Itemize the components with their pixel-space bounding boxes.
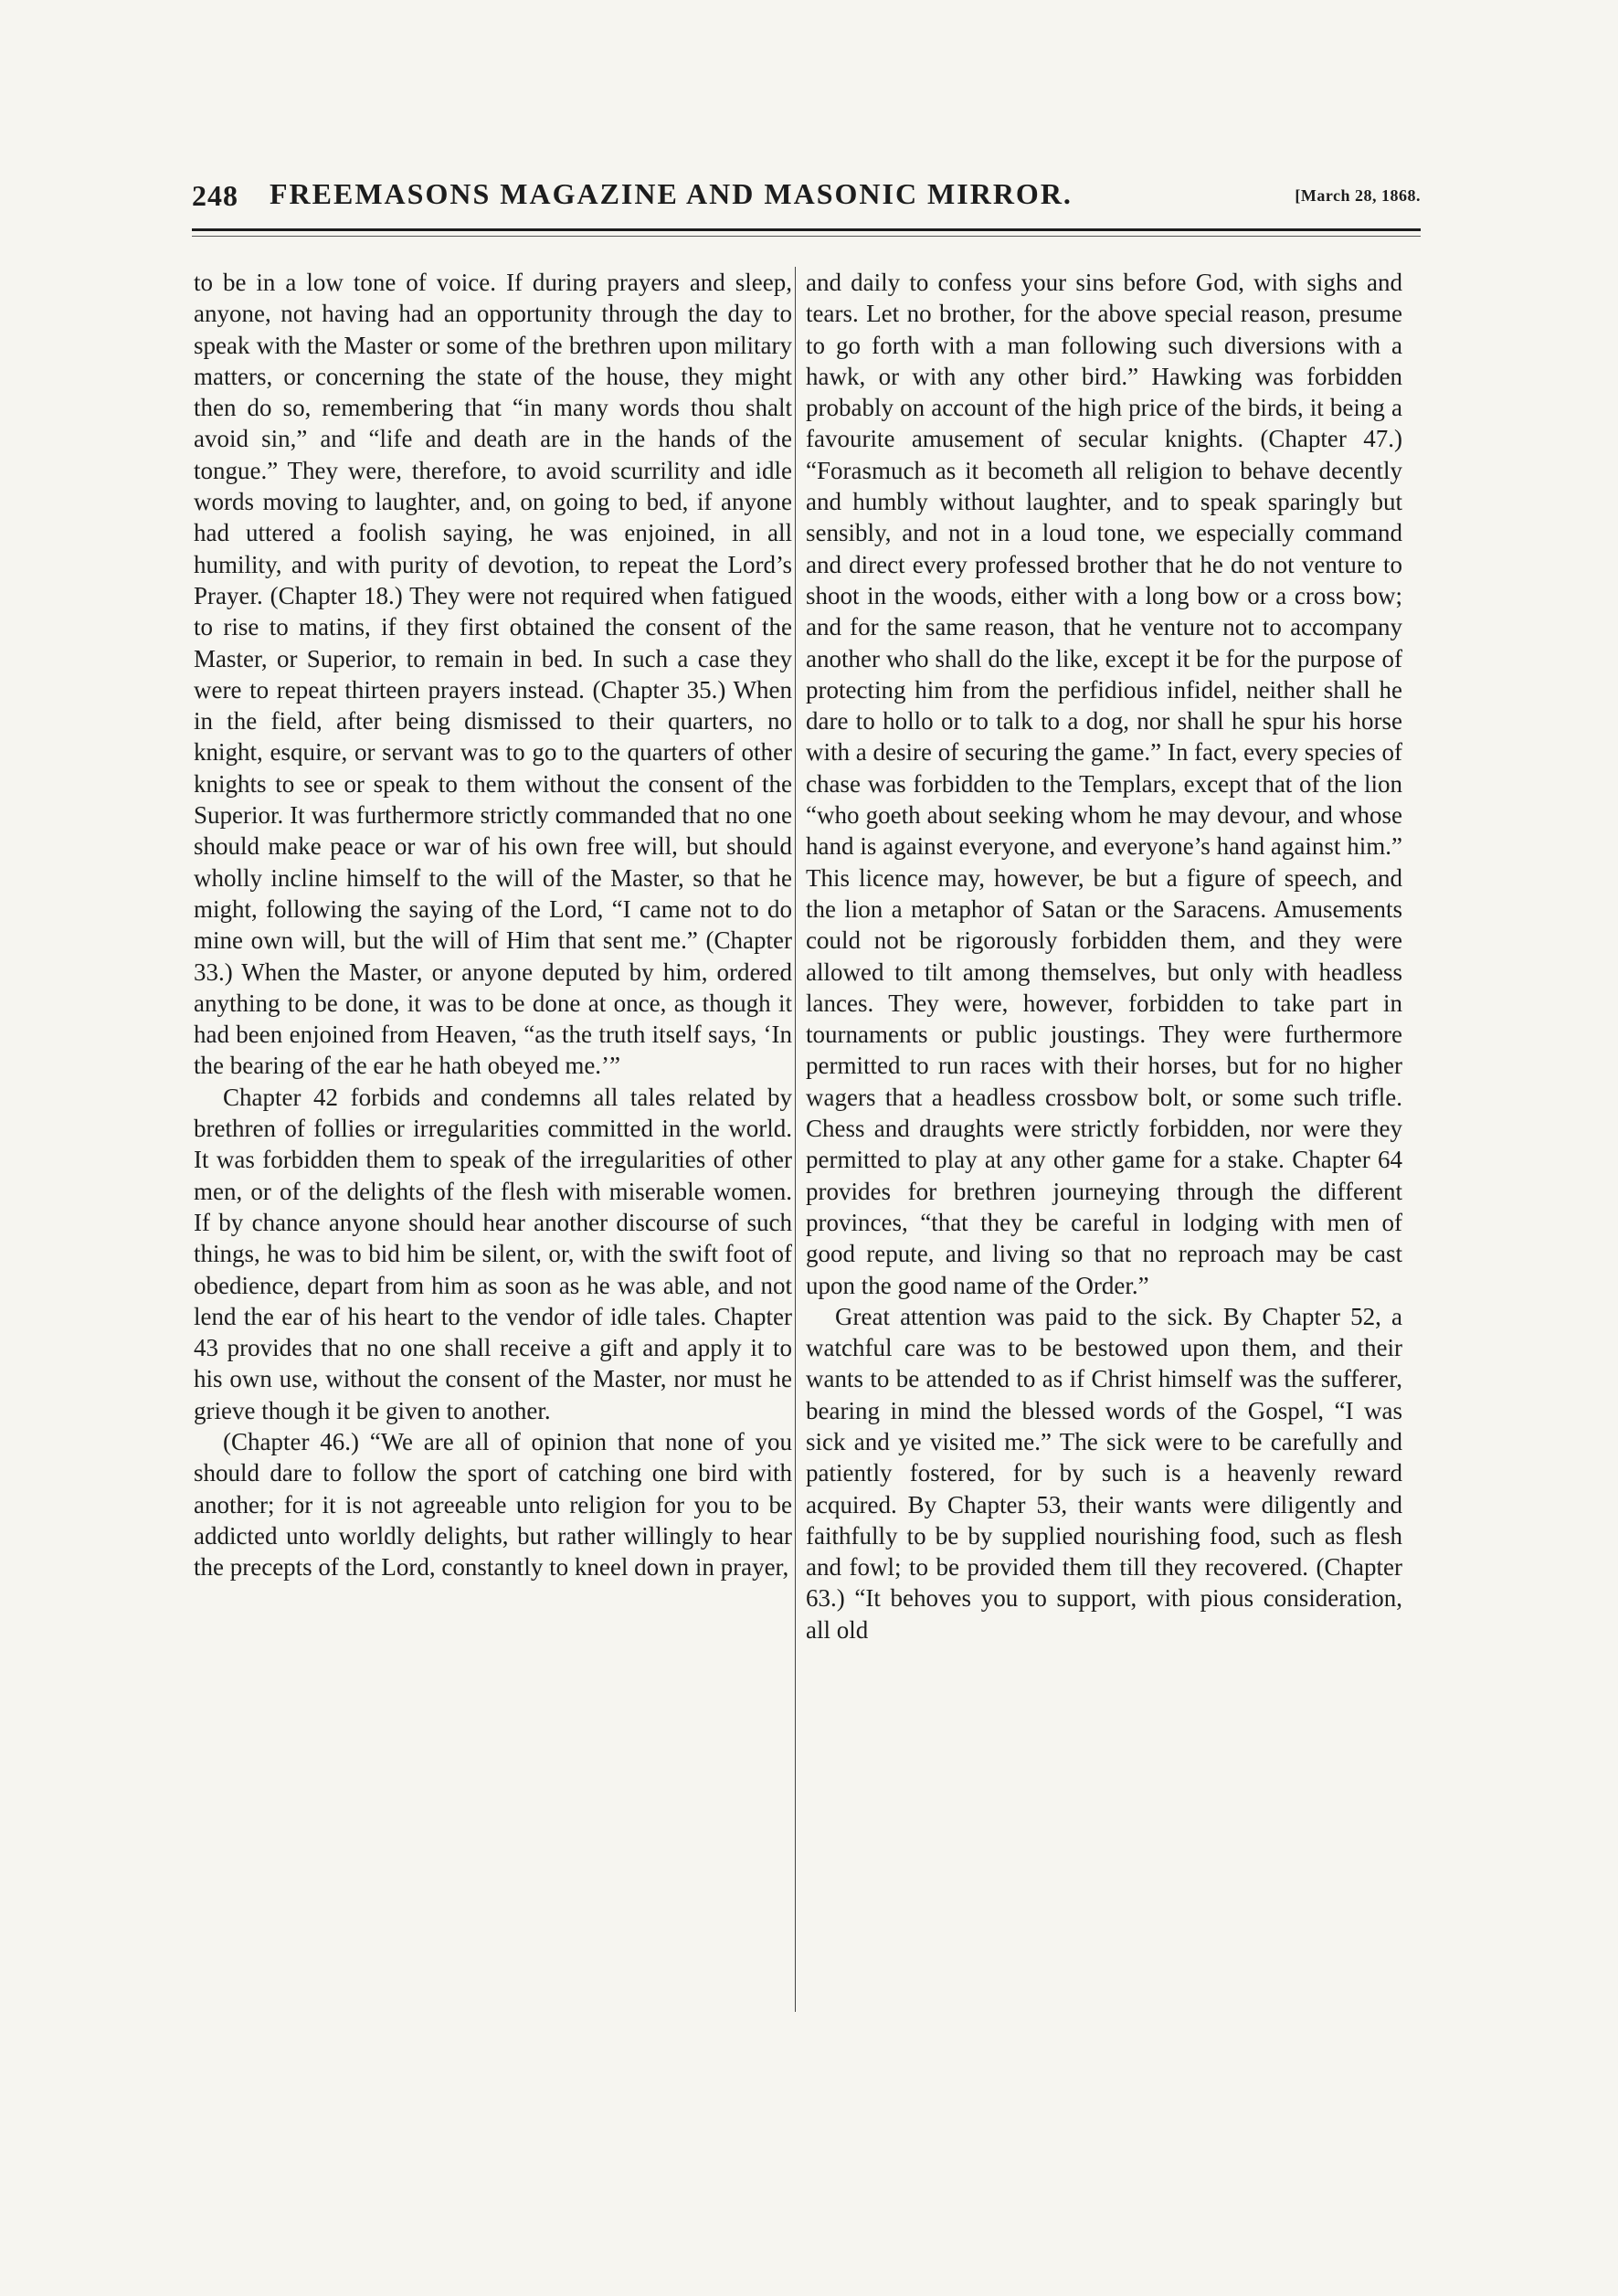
paragraph: Chapter 42 forbids and condemns all tales related by brethren of follies or irregularities committed in the world. It was forbidden them to speak of the irregularities of other men, or of the delights of the flesh with miserable women. If by chance anyone should hear another discourse of such things, he was to bid him be silent, or, with the swift foot of obedience, depart from him as soon as he was able, and not lend the ear of his heart to the vendor of idle tales. Chapter 43 provides that no one shall receive a gift and apply it to his own use, without the consent of the Master, nor must he grieve though it be given to another. xyxy=(194,1083,792,1424)
paragraph: to be in a low tone of voice. If during prayers and sleep, anyone, not having had an opportunity through the day to speak with the Master or some of the brethren upon military matters, or concerning the state of the house, they might then do so, remembering that “in many words thou shalt avoid sin,” and “life and death are in the hands of the tongue.” They were, therefore, to avoid scurrility and idle words moving to laughter, and, on going to bed, if anyone had uttered a foolish saying, he was enjoined, in all humility, and with purity of devotion, to repeat the Lord’s Prayer. (Chapter 18.) They were not required when fatigued to rise to matins, if they first obtained the consent of the Master, or Superior, to remain in bed. In such a case they were to repeat thirteen prayers instead. (Chapter 35.) When in the field, after being dismissed to their quarters, no knight, esquire, or servant was to go to the quarters of other knights to see or speak to them without the consent of the Superior. It was furthermore strictly commanded that no one should make peace or war of his own free will, but should wholly incline himself to the will of the Master, so that he might, following the saying of the Lord, “I came not to do mine own will, but the will of Him that sent me.” (Chapter 33.) When the Master, or anyone deputed by him, ordered anything to be done, it was to be done at once, as though it had been enjoined from Heaven, “as the truth itself says, ‘In the bearing of the ear he hath obeyed me.’” xyxy=(194,269,792,1080)
header-rule-thick xyxy=(192,228,1421,231)
paragraph: Great attention was paid to the sick. By Chapter 52, a watchful care was to be bestowed upon them, and their wants to be attended to as if Christ himself was the sufferer, bearing in mind the blessed words of the Gospel, “I was sick and ye visited me.” The sick were to be carefully and patiently fostered, for by such is a heavenly reward acquired. By Chapter 53, their wants were diligently and faithfully to be by supplied nourishing food, such as flesh and fowl; to be provided them till they recovered. (Chapter 63.) “It behoves you to support, with pious consideration, all old xyxy=(806,1302,1402,1644)
issue-date: [March 28, 1868. xyxy=(1295,186,1421,205)
page-number: 248 xyxy=(192,179,238,212)
header-rule-thin xyxy=(192,236,1421,237)
paragraph: and daily to confess your sins before God, with sighs and tears. Let no brother, for the above special reason, presume to go forth with a man following such diversions with a hawk, or with any other bird.” Hawking was forbidden probably on account of the high price of the birds, it being a favourite amusement of secular knights. (Chapter 47.) “Forasmuch as it becometh all religion to behave decently and humbly without laughter, and to speak sparingly but sensibly, and not in a loud tone, we especially command and direct every professed brother that he do not venture to shoot in the woods, either with a long bow or a cross bow; and for the same reason, that he venture not to accompany another who shall do the like, except it be for the purpose of protecting him from the perfidious infidel, neither shall he dare to hollo or to talk to a dog, nor shall he spur his horse with a desire of securing the game.” In fact, every species of chase was forbidden to the Templars, except that of the lion “who goeth about seeking whom he may devour, and whose hand is against everyone, and everyone’s hand against him.” This licence may, however, be but a figure of speech, and the lion a metaphor of Satan or the Saracens. Amusements could not be rigorously forbidden them, and they were allowed to tilt among themselves, but only with headless lances. They were, however, forbidden to take part in tournaments or public joustings. They were furthermore permitted to run races with their horses, but for no higher wagers that a headless crossbow bolt, or some such trifle. Chess and draughts were strictly forbidden, nor were they permitted to play at any other game for a stake. Chapter 64 provides for brethren journeying through the different provinces, “that they be careful in lodging with men of good repute, and living so that no reproach may be cast upon the good name of the Order.” xyxy=(806,269,1402,1299)
masthead-title: FREEMASONS MAGAZINE AND MASONIC MIRROR. xyxy=(270,177,1073,210)
page-header xyxy=(192,179,1421,216)
paragraph: (Chapter 46.) “We are all of opinion that none of you should dare to follow the sport of catching one bird with another; for it is not agreeable unto religion for you to be addicted unto worldly delights, but rather willingly to hear the precepts of the Lord, constantly to kneel down in prayer, xyxy=(194,1427,792,1582)
column-divider xyxy=(795,267,796,2012)
left-column xyxy=(194,267,792,1582)
right-column xyxy=(806,267,1402,1645)
